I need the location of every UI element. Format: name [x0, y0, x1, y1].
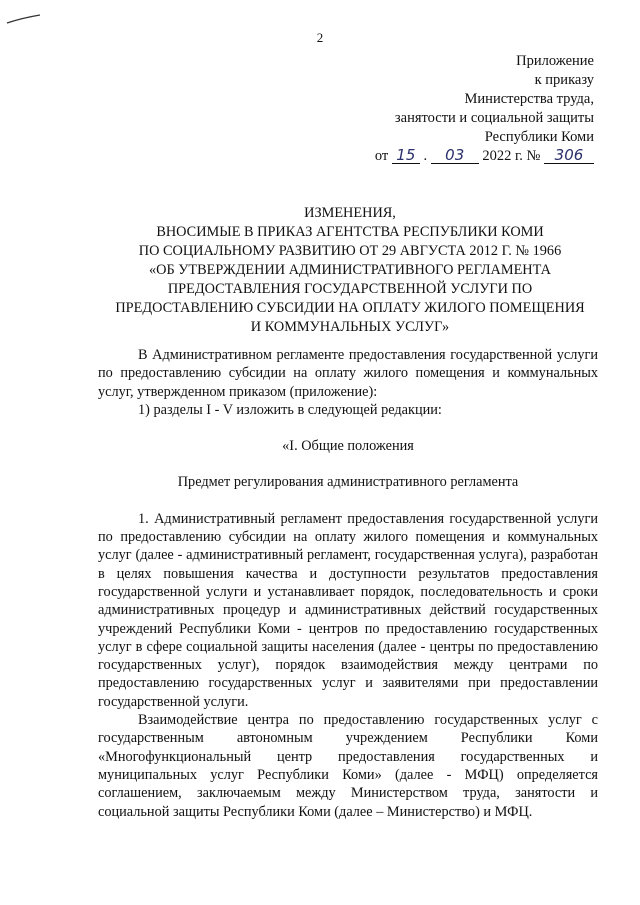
annex-date-line: от 15 . 03 2022 г. № 306 [294, 147, 594, 166]
document-title [92, 204, 608, 337]
annex-line: Республики Коми [484, 129, 594, 145]
from-label: от [374, 148, 389, 164]
title-line: ВНОСИМЫЕ В ПРИКАЗ АГЕНТСТВА РЕСПУБЛИКИ КОМИ [156, 224, 544, 240]
intro-paragraph: В Административном регламенте предоставления государственной услуги по предоставлению субсидии на оплату жилого помещения и коммунальных услуг, утвержденном приказом (приложение): [98, 347, 598, 400]
page-number: 2 [316, 30, 324, 45]
paragraph-2: Взаимодействие центра по предоставлению государственных услуг с государственным автономным учреждением Республики Коми «Многофункциональный центр предоставления государственных и муниципальных услуг Республики Коми» (далее - МФЦ) определяется соглашением, заключаемым между Министерством труда, занятости и социальной защиты Республики Коми (далее – Министерство) и МФЦ. [98, 712, 598, 820]
subheading: Предмет регулирования административного регламента [177, 474, 519, 491]
handwritten-day: 15 [392, 147, 420, 164]
pen-stroke-mark [6, 14, 42, 26]
title-line: ПРЕДОСТАВЛЕНИЮ СУБСИДИИ НА ОПЛАТУ ЖИЛОГО ПОМЕЩЕНИЯ [115, 300, 585, 316]
section-heading: «I. Общие положения [282, 438, 414, 455]
annex-line: занятости и социальной защиты [394, 110, 594, 126]
handwritten-number: 306 [544, 147, 594, 164]
paragraph-1: 1. Административный регламент предоставления государственной услуги по предоставлению субсидии на оплату жилого помещения и коммунальных услуг (далее - административный регламент, государственная услуга), разработан в целях повышения качества и доступности результатов предоставления государственной услуги и устанавливает порядок, последовательность и сроки административных процедур и административных действий государственных учреждений Республики Коми - центров по предоставлению государственных услуг в сфере социальной защиты населения (далее - центры по предоставлению государственных услуг), порядок взаимодействия между центрами по предоставлению государственных услуг и заявителями при предоставлении государственной услуги. [98, 510, 598, 710]
annex-header [294, 52, 594, 166]
annex-line: Приложение [516, 53, 594, 69]
annex-line: Министерства труда, [464, 91, 594, 107]
title-line: ИЗМЕНЕНИЯ, [304, 205, 396, 221]
title-line: «ОБ УТВЕРЖДЕНИИ АДМИНИСТРАТИВНОГО РЕГЛАМЕНТА [149, 262, 551, 278]
number-label: № [526, 148, 541, 164]
handwritten-month: 03 [431, 147, 479, 164]
title-line: ПРЕДОСТАВЛЕНИЯ ГОСУДАРСТВЕННОЙ УСЛУГИ ПО [167, 281, 533, 297]
item-1: 1) разделы I - V изложить в следующей редакции: [138, 401, 442, 418]
title-line: ПО СОЦИАЛЬНОМУ РАЗВИТИЮ ОТ 29 АВГУСТА 2012 Г. № 1966 [138, 243, 562, 259]
document-body [98, 346, 598, 821]
annex-line: к приказу [534, 72, 594, 88]
year-text: 2022 г. [482, 148, 523, 164]
title-line: И КОММУНАЛЬНЫХ УСЛУГ» [250, 319, 450, 335]
